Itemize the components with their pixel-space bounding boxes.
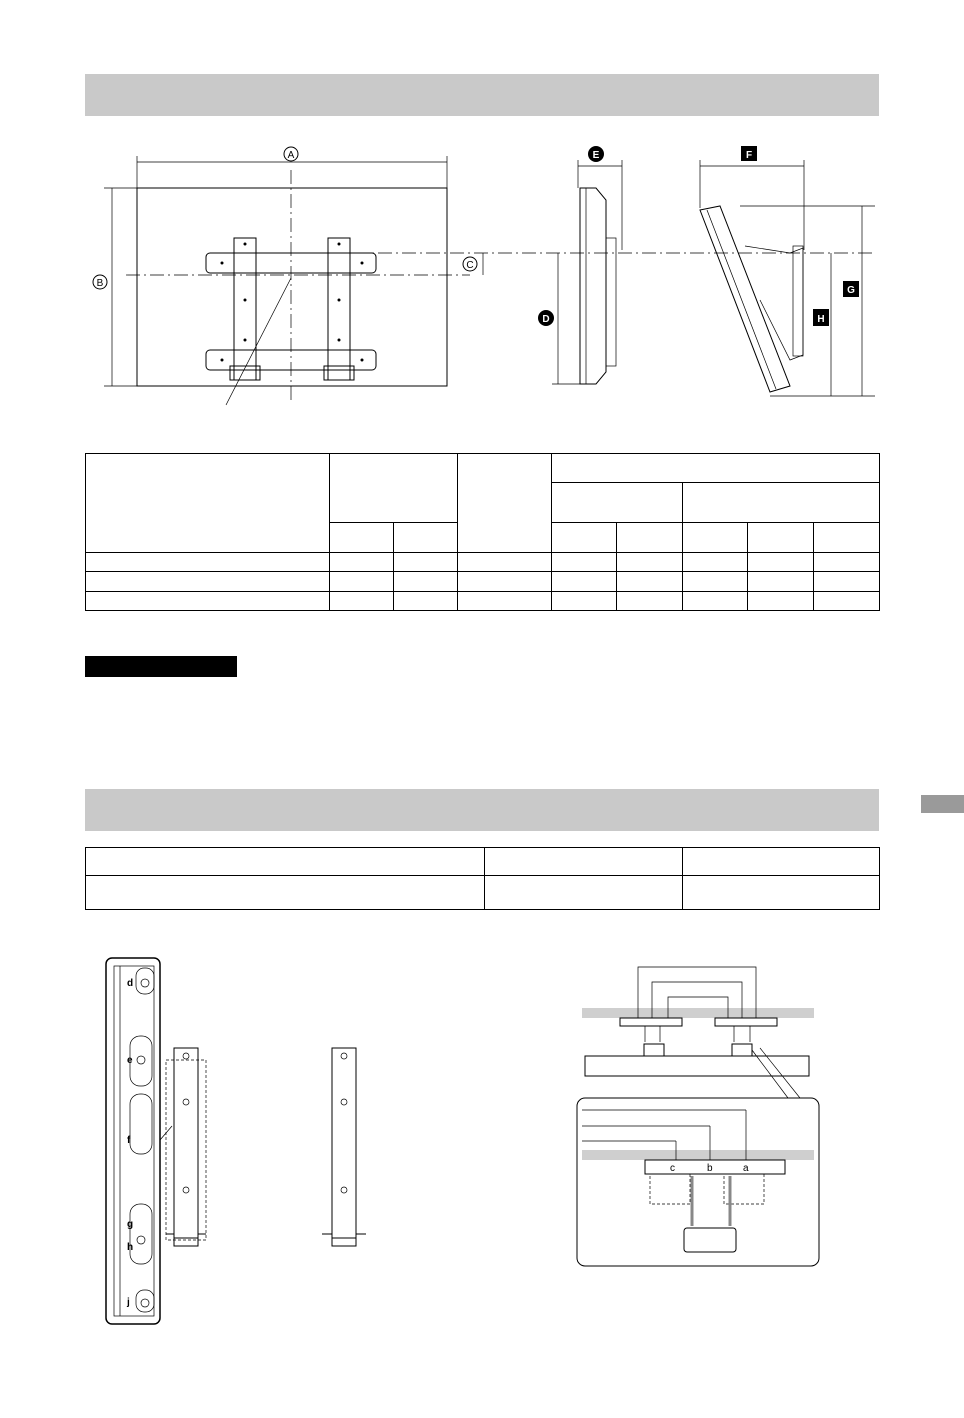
hook-label: b xyxy=(707,1163,713,1174)
bracket-label: j xyxy=(127,1297,130,1308)
hook-label: c xyxy=(670,1163,675,1174)
hook-zoom-callout xyxy=(577,1098,819,1266)
bracket-detail xyxy=(106,958,172,1324)
bracket-small-b xyxy=(322,1048,366,1246)
bracket-label: f xyxy=(127,1135,131,1146)
bracket-label: d xyxy=(127,978,134,989)
bracket-small-a xyxy=(166,1048,206,1246)
svg-text:D: D xyxy=(542,314,550,325)
svg-text:A: A xyxy=(287,150,295,161)
svg-text:G: G xyxy=(847,285,855,296)
bracket-label: g xyxy=(127,1219,134,1230)
svg-text:C: C xyxy=(466,260,474,271)
rail-hook-diagram xyxy=(582,967,814,1098)
svg-text:H: H xyxy=(817,314,825,325)
bracket-label: h xyxy=(127,1242,134,1253)
bracket-label: e xyxy=(127,1055,133,1066)
hook-label: a xyxy=(743,1163,749,1174)
svg-text:E: E xyxy=(592,150,600,161)
svg-text:B: B xyxy=(96,278,104,289)
svg-text:F: F xyxy=(745,150,753,161)
